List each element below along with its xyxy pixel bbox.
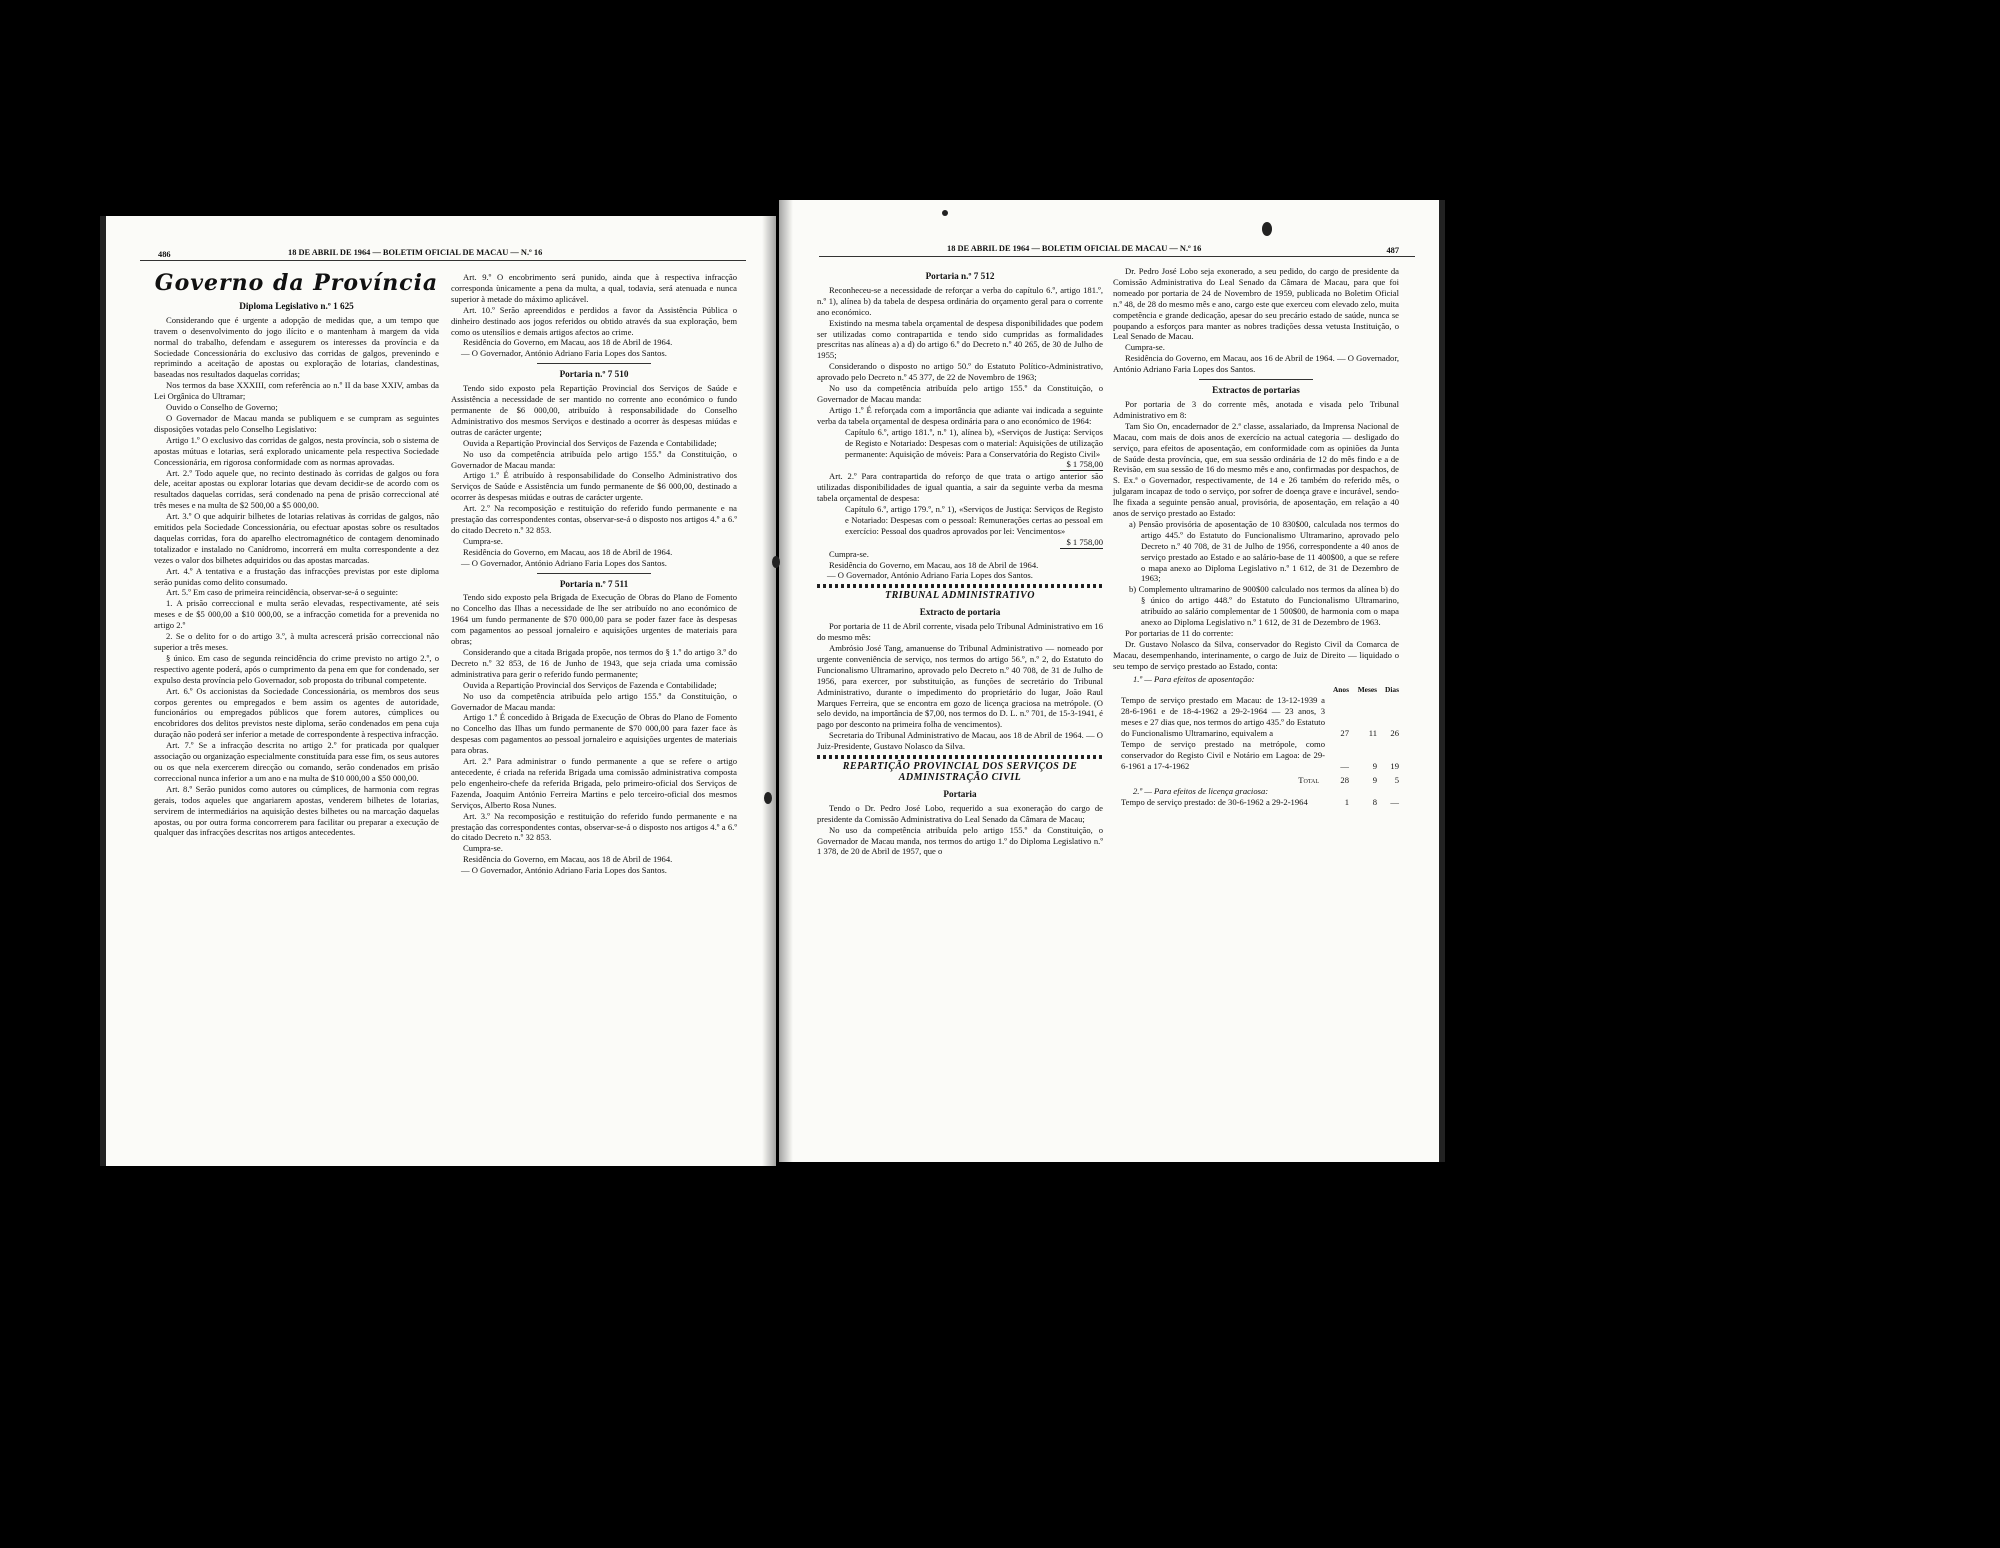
row-meses: 11 — [1368, 728, 1377, 739]
paragraph: No uso da competência atribuída pelo artigo 155.º da Constituição, o Governador de Macau manda: — [451, 690, 737, 712]
paragraph: Por portaria de 11 de Abril corrente, visada pelo Tribunal Administrativo em 16 do mesmo mês: — [817, 621, 1103, 643]
amount-line — [817, 459, 1103, 471]
paragraph: Ouvida a Repartição Provincial dos Serviços de Fazenda e Contabilidade; — [463, 679, 717, 690]
row-meses: 8 — [1372, 796, 1377, 807]
row-dias: 26 — [1390, 728, 1399, 739]
department-heading: TRIBUNAL ADMINISTRATIVO — [885, 590, 1035, 602]
table-subheading-2: 2.º — Para efeitos de licença graciosa: — [1133, 785, 1269, 796]
paragraph: Art. 6.º Os accionistas da Sociedade Concessionária, os membros dos seus corpos gerentes ou empregados e bem assim os agentes de autoridade, funcionários ou empregados públicos que forem autores, cúmplices ou encobridores dos delitos previstos neste diploma, serão condenados em pena cuja duração não poderá ser inferior a metade de correspondente à respectiva infracção. — [154, 685, 439, 740]
paragraph: Tendo sido exposto pela Repartição Provincial dos Serviços de Saúde e Assistência a necessidade de ser mantido no corrente ano económico o fundo permanente de $6 000,00, atribuído à responsabilidade do Conselho Administrativo dos mesmos Serviços e destinado a ocorrer às despesas miúdas e outras de carácter urgente; — [451, 383, 737, 437]
page-edge — [1439, 200, 1445, 1162]
separator-rule — [1199, 379, 1313, 380]
running-header — [819, 244, 1415, 257]
row-label: Tempo de serviço prestado em Macau: de 13-12-1939 a 28-6-1961 e de 18-4-1962 a 29-2-1964 — 23 anos, 3 meses e 27 dias que, nos termos do artigo 435.º do Estatuto do Funcionalismo Ultramarino, equivalem a — [1121, 695, 1325, 739]
paragraph: Secretaria do Tribunal Administrativo de Macau, aos 18 de Abril de 1964. — O Juiz-Presidente, Gustavo Nolasco da Silva. — [817, 730, 1103, 752]
amount-value: $ 1 758,00 — [1060, 459, 1103, 471]
paragraph: Residência do Governo, em Macau, aos 18 de Abril de 1964. — [463, 337, 673, 348]
paragraph: Art. 2.º Todo aquele que, no recinto destinado às corridas de galgos ou fora dele, aceitar apostas ou explorar lotarias que devam decidir-se de acordo com os resultados daquelas corridas, será condenado na pena de prisão correccional até três meses e na multa de $2 500,00 a $5 000,00. — [154, 467, 439, 511]
paragraph: Cumpra-se. — [463, 843, 503, 854]
paragraph: Ouvida a Repartição Provincial dos Serviços de Fazenda e Contabilidade; — [463, 437, 717, 448]
paragraph: Ouvido o Conselho de Governo; — [166, 402, 278, 413]
section-title: Governo da Província — [154, 270, 439, 296]
paragraph: No uso da competência atribuída pelo artigo 155.º da Constituição, o Governador de Macau manda: — [817, 383, 1103, 404]
paragraph: Residência do Governo, em Macau, aos 18 de Abril de 1964. — [829, 559, 1039, 570]
table-header — [1113, 685, 1399, 696]
spine-shadow — [779, 200, 793, 1162]
paragraph: No uso da competência atribuída pelo artigo 155.º da Constituição, o Governador de Macau manda, nos termos do artigo 1.º do Diploma Legislativo n.º 1 378, de 20 de Abril de 1957, que o — [817, 824, 1103, 857]
paragraph: Artigo 1.º O exclusivo das corridas de galgos, nesta província, sob o sistema de apostas mútuas e lotarias, será explorado unicamente pela respectiva Sociedade Concessionária, em rigorosa conformidade com as normas aprovadas. — [154, 434, 439, 467]
paragraph: Por portaria de 3 do corrente mês, anotada e visada pelo Tribunal Administrativo em 8: — [1113, 398, 1399, 420]
page-number: 487 — [1386, 246, 1399, 255]
block-heading: Portaria n.º 7 511 — [559, 578, 629, 589]
block-heading: Extractos de portarias — [1212, 385, 1300, 396]
block-heading: Portaria n.º 7 512 — [925, 271, 995, 281]
block-heading: Diploma Legislativo n.º 1 625 — [239, 300, 354, 311]
paragraph: Art. 2.º Na recomposição e restituição do referido fundo permanente e na prestação das correspondentes contas, observar-se-á o disposto nos artigos 4.º a 6.º do citado Decreto n.º 32 853. — [451, 503, 737, 535]
paragraph: Cumpra-se. — [829, 548, 869, 559]
table-row-graciosa — [1113, 797, 1399, 808]
scan-speck — [1262, 222, 1272, 236]
column-right-1 — [817, 266, 1103, 857]
paragraph: Residência do Governo, em Macau, aos 18 de Abril de 1964. — [463, 854, 673, 865]
row-anos: — — [1340, 760, 1349, 771]
paragraph: O Governador de Macau manda se publiquem e se cumpram as seguintes disposições votadas pelo Conselho Legislativo: — [154, 412, 439, 434]
budget-line: Capítulo 6.º, artigo 181.º, n.º 1), alínea b), «Serviços de Justiça: Serviços de Registo e Notariado: Despesas com o material: Aquisições de utilização permanente: Aquisição de móveis: Para a Conservatória do Registo Civil» — [845, 426, 1103, 459]
department-heading: REPARTIÇÃO PROVINCIAL DOS SERVIÇOS DE ADMINISTRAÇÃO CIVIL — [842, 761, 1078, 783]
paragraph: Art. 5.º Em caso de primeira reincidência, observar-se-á o seguinte: — [166, 587, 399, 598]
paragraph: Art. 3.º Na recomposição e restituição do referido fundo permanente e na prestação das correspondentes contas, observar-se-á o disposto nos artigos 4.º a 6.º do citado Decreto n.º 32 853. — [451, 810, 737, 843]
spine-shadow — [762, 216, 776, 1166]
table-total-row — [1113, 775, 1399, 786]
binding-mark — [764, 792, 772, 804]
running-header — [140, 248, 746, 261]
amount-value: $ 1 758,00 — [1060, 537, 1103, 549]
paragraph: No uso da competência atribuída pelo artigo 155.º da Constituição, o Governador de Macau manda: — [451, 448, 737, 470]
row-dias: — — [1390, 796, 1399, 807]
paragraph: Residência do Governo, em Macau, aos 18 de Abril de 1964. — [463, 546, 673, 557]
paragraph: Tendo sido exposto pela Brigada de Execução de Obras do Plano de Fomento no Concelho das Ilhas a necessidade de lhe ser atribuído no ano económico de 1964 um fundo permanente de $70 000,00 para se poder fazer face às despesas com pagamentos ao pessoal jornaleiro e aquisições urgentes de materiais para obras; — [451, 592, 737, 647]
paragraph: Considerando o disposto no artigo 50.º do Estatuto Político-Administrativo, aprovado pelo Decreto n.º 45 377, de 22 de Novembro de 1963; — [817, 361, 1103, 383]
header-anos: Anos — [1332, 684, 1349, 694]
row-label: Tempo de serviço prestado na metrópole, como conservador do Registo Civil e Notário em Lagoa: de 29-6-1961 a 17-4-1962 — [1121, 739, 1325, 771]
column-left-1 — [154, 270, 439, 838]
row-anos: 1 — [1344, 796, 1349, 807]
column-right-2-text — [1113, 266, 1399, 672]
left-page — [100, 216, 776, 1166]
paragraph: Art. 9.º O encobrimento será punido, ainda que à respectiva infracção corresponda ùnicamente a pena da multa, a qual, todavia, será atenuada e nunca superior à metade do máximo aplicável. — [451, 272, 737, 304]
paragraph: § único. Em caso de segunda reincidência do crime previsto no artigo 2.º, o respectivo agente poderá, após o cumprimento da pena em que for condenado, ser expulso desta província pelo Governador, sob proposta do tribunal competente. — [154, 652, 439, 685]
paragraph: Tam Sio On, encadernador de 2.ª classe, assalariado, da Imprensa Nacional de Macau, com mais de dois anos de exercício na actual categoria — desligado do serviço, para efeitos de aposentação, em conformidade com as opiniões da Junta de Saúde desta província, que, em sua sessão ordinária de 12 do mês findo e a de Revisão, em sua sessão de 16 do mesmo mês e ano, confirmadas por despachos, de S. Ex.ª o Governador, respectivamente, de 14 e 26 também do referido mês, o julgaram incapaz de todo o serviço, por sofrer de doença grave e incurável, sendo-lhe fixada a seguinte pensão anual, provisória, de aposentação, em relação a 40 anos de serviço prestado ao Estado: — [1113, 420, 1399, 519]
paragraph: Residência do Governo, em Macau, aos 16 de Abril de 1964. — O Governador, António Adriano Faria Lopes dos Santos. — [1113, 353, 1399, 375]
signature: — O Governador, António Adriano Faria Lopes dos Santos. — [827, 570, 1033, 581]
page-number: 486 — [158, 250, 171, 259]
right-page — [779, 200, 1445, 1162]
paragraph: Artigo 1.º É reforçada com a importância que adiante vai indicada a seguinte verba da tabela orçamental de despesa ordinária para o ano económico de 1964: — [817, 404, 1103, 426]
paragraph: Reconheceu-se a necessidade de reforçar a verba do capítulo 6.º, artigo 181.º, n.º 1), alínea b) da tabela de despesa ordinária do orçamento geral para o corrente ano económico. — [817, 284, 1103, 317]
paragraph: 2. Se o delito for o do artigo 3.º, à multa acrescerá prisão correccional não superior a três meses. — [154, 631, 439, 652]
column-right-2 — [1113, 266, 1399, 808]
list-item: b) Complemento ultramarino de 900$00 calculado nos termos da alínea b) do § único do artigo 448.º do Estatuto do Funcionalismo Ultramarino, atribuído ao salário complementar de 1 500$00, de harmonia com o mapa anexo ao Diploma Legislativo n.º 1 612, de 31 de Dezembro de 1963. — [1129, 584, 1399, 628]
separator-rule — [537, 363, 651, 364]
paragraph: Dr. Gustavo Nolasco da Silva, conservador do Registo Civil da Comarca de Macau, desempenhando, interinamente, o cargo de Juiz de Direito — liquidado o seu tempo de serviço prestado ao Estado, conta: — [1113, 638, 1399, 671]
row-meses: 9 — [1372, 760, 1377, 771]
paragraph: 1. A prisão correccional e multa serão elevadas, respectivamente, até seis meses e de $5 000,00 a $10 000,00, se a infracção cometida for a prevenida no artigo 2.º — [154, 598, 439, 631]
page-edge — [100, 216, 106, 1166]
paragraph: Cumpra-se. — [463, 535, 503, 546]
row-label: Tempo de serviço prestado: de 30-6-1962 a 29-2-1964 — [1121, 796, 1308, 807]
paragraph: Art. 2.º Para administrar o fundo permanente a que se refere o artigo antecedente, é criada na referida Brigada uma comissão administrativa composta pelo engenheiro-chefe da referida Brigada, pelo primeiro-oficial dos Serviços de Fazenda, Joaquim António Ferreira Martins e pelo terceiro-oficial dos mesmos Serviços, Alberto Rosa Nunes. — [451, 756, 737, 810]
signature: — O Governador, António Adriano Faria Lopes dos Santos. — [461, 557, 667, 568]
row-anos: 27 — [1340, 728, 1349, 739]
paragraph: Art. 8.º Serão punidos como autores ou cúmplices, de harmonia com regras gerais, todos aqueles que angariarem apostas, venderem bilhetes de lotarias, servirem de intermediários na aquisição destes bilhetes ou na marcação daquelas apostas, ou por outra forma concorrerem para facilitar ou preparar a execução de qualquer das infracções descritas nos artigos antecedentes. — [154, 783, 439, 838]
header-text: 18 DE ABRIL DE 1964 — BOLETIM OFICIAL DE MACAU — N.º 16 — [947, 244, 1202, 253]
paragraph: Artigo 1.º É concedido à Brigada de Execução de Obras do Plano de Fomento no Concelho das Ilhas um fundo permanente de $70 000,00 para fazer face às despesas com pagamentos ao pessoal jornaleiro e aquisições urgentes de materiais para obras. — [451, 712, 737, 756]
table-row — [1113, 695, 1399, 739]
column-left-2 — [451, 272, 737, 876]
separator-rule — [537, 573, 651, 574]
scan-speck — [942, 210, 948, 216]
ornamental-rule — [817, 584, 1103, 588]
total-label: Total — [1298, 774, 1319, 785]
paragraph: Cumpra-se. — [1125, 342, 1165, 353]
header-meses: Meses — [1357, 684, 1377, 694]
paragraph: Dr. Pedro José Lobo seja exonerado, a seu pedido, do cargo de presidente da Comissão Administrativa do Leal Senado da Câmara de Macau, para que foi nomeado por portaria de 24 de Novembro de 1959, publicada no Boletim Oficial n.º 48, de 28 do mesmo mês e ano, cargo este que exerceu com elevado zelo, muita competência e grande dedicação, apesar do seu precário estado de saúde, nunca se poupando a esforços para manter as nobres tradições dessa vetusta Instituição, o Leal Senado de Macau. — [1113, 266, 1399, 342]
binding-mark — [772, 556, 780, 568]
table-rows — [1113, 695, 1399, 771]
paragraph: Tendo o Dr. Pedro José Lobo, requerido a sua exoneração do cargo de presidente da Comissão Administrativa do Leal Senado da Câmara de Macau; — [817, 802, 1103, 824]
block-heading: Portaria n.º 7 510 — [559, 369, 629, 380]
paragraph: Existindo na mesma tabela orçamental de despesa disponibilidades que podem ser utilizadas como contrapartida e tendo sido cumpridas as formalidades prescritas nas alíneas a) a d) do artigo 6.º do Decreto n.º 40 265, de 30 de Julho de 1955; — [817, 317, 1103, 361]
table-row — [1113, 739, 1399, 772]
ornamental-rule — [817, 755, 1103, 759]
list-item: a) Pensão provisória de aposentação de 10 830$00, calculada nos termos do artigo 445.º do Estatuto do Funcionalismo Ultramarino, aprovado pelo Decreto n.º 40 708, de 31 de Julho de 1956, correspondente a 40 anos de serviço prestado ao Estado e ao salário-base de 11 400$00, a que se refere o mapa anexo ao Diploma Legislativo n.º 1 612, de 31 de Dezembro de 1963; — [1129, 518, 1399, 584]
paragraph: Artigo 1.º É atribuído à responsabilidade do Conselho Administrativo dos Serviços de Saúde e Assistência um fundo permanente de $6 000,00, destinado a ocorrer às despesas miúdas e outras de carácter urgente. — [451, 470, 737, 503]
paragraph: Nos termos da base XXXIII, com referência ao n.º II da base XXIV, ambas da Lei Orgânica do Ultramar; — [154, 380, 439, 402]
signature: — O Governador, António Adriano Faria Lopes dos Santos. — [461, 348, 667, 359]
total-meses: 9 — [1372, 774, 1377, 785]
paragraph: Art. 7.º Se a infracção descrita no artigo 2.º for praticada por qualquer associação ou organização especialmente constituída para esse fim, os seus autores ou os que nela exercerem direcção ou comando, serão condenados em prisão correccional nunca inferior a um ano e na multa de $10 000,00 a $50 000,00. — [154, 740, 439, 783]
header-dias: Dias — [1385, 684, 1399, 694]
block-heading: Extracto de portaria — [919, 607, 1001, 618]
row-dias: 19 — [1390, 760, 1399, 771]
paragraph: Considerando que a citada Brigada propõe, nos termos do § 1.º do artigo 3.º do Decreto n.º 32 853, de 16 de Junho de 1943, que seja criada uma comissão administrativa para gerir o referido fundo permanente; — [451, 647, 737, 679]
paragraph: Considerando que é urgente a adopção de medidas que, a um tempo que travem o desenvolvimento do jogo ilícito e o mantenham à margem da vida normal do trabalho, defendam e assegurem os interesses da província e da Sociedade Concessionária do exclusivo das corridas de galgos, prevenindo e reprimindo a aceitação de apostas ou exploração de lotarias, clandestinas, baseadas nos resultados daquelas corridas; — [154, 314, 439, 380]
paragraph: Art. 4.º A tentativa e a frustação das infracções previstas por este diploma serão punidas como delito consumado. — [154, 565, 439, 587]
total-dias: 5 — [1394, 774, 1399, 785]
paragraph: Art. 3.º O que adquirir bilhetes de lotarias relativas às corridas de galgos, não emitidos pela Sociedade Concessionária, ou efectuar apostas sobre os resultados daquelas corridas, fora do aparelho electromagnético de contagem denominado totalizador e instalado no Canídromo, incorrerá em multa correspondente a dez vezes o valor dos bilhetes adquiridos ou das apostas marcadas. — [154, 511, 439, 565]
paragraph: Ambrósio José Tang, amanuense do Tribunal Administrativo — nomeado por urgente conveniência de serviço, nos termos do artigo 56.º, n.º 2, do Estatuto do Funcionalismo Ultramarino, aprovado pelo Decreto n.º 40 708, de 31 de Julho de 1956, para exercer, por substituição, as funções de secretário do Tribunal Administrativo, durante o impedimento do proprietário do lugar, João Raul Marques Ferreira, que se encontra em gozo de licença graciosa na metrópole. (O selo devido, na importância de $7,00, nos termos do D. L. n.º 701, de 15-3-1941, é pago por desconto na primeira folha de vencimentos). — [817, 643, 1103, 730]
header-text: 18 DE ABRIL DE 1964 — BOLETIM OFICIAL DE MACAU — N.º 16 — [288, 248, 543, 257]
paragraph: Art. 2.º Para contrapartida do reforço de que trata o artigo anterior são utilizadas disponibilidades de igual quantia, a sair da seguinte verba da mesma tabela orçamental de despesa: — [817, 471, 1103, 504]
budget-line: Capítulo 6.º, artigo 179.º, n.º 1), «Serviços de Justiça: Serviços de Registo e Notariado: Despesas com o pessoal: Remunerações certas ao pessoal em exercício: Pessoal dos quadros aprovados por lei: Vencimentos» — [845, 504, 1103, 536]
paragraph: Por portarias de 11 do corrente: — [1125, 628, 1234, 638]
block-heading: Portaria — [943, 788, 977, 799]
signature: — O Governador, António Adriano Faria Lopes dos Santos. — [461, 865, 667, 876]
total-anos: 28 — [1340, 774, 1349, 785]
paragraph: Art. 10.º Serão apreendidos e perdidos a favor da Assistência Pública o dinheiro destinado aos jogos referidos ou obtido através da sua exploração, bem como os utensílios e demais artigos afectos ao crime. — [451, 304, 737, 337]
service-table — [1113, 674, 1399, 808]
amount-line — [817, 537, 1103, 549]
table-subheading: 1.º — Para efeitos de aposentação: — [1133, 673, 1255, 684]
